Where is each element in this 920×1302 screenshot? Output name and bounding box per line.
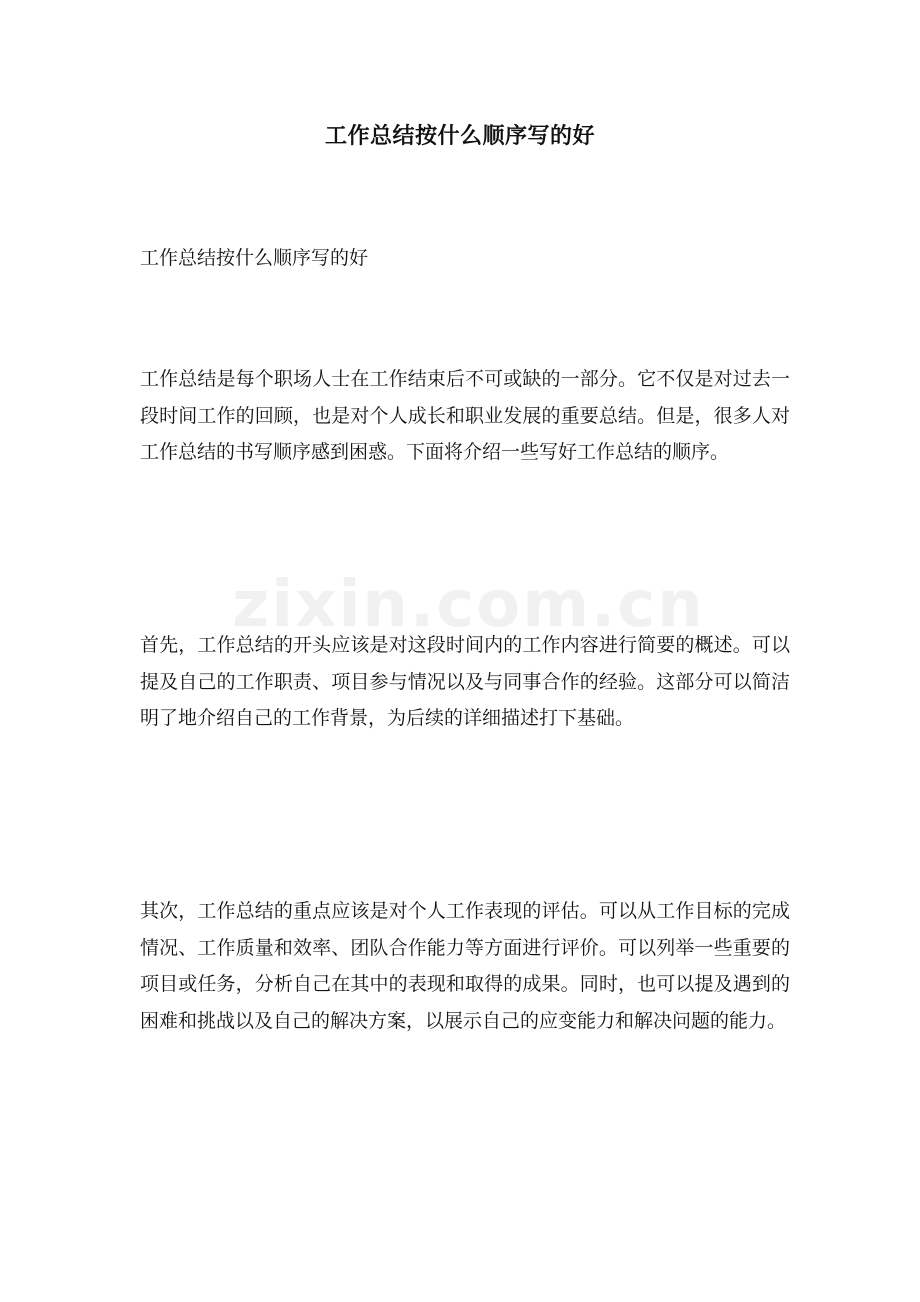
paragraph-first: 首先，工作总结的开头应该是对这段时间内的工作内容进行简要的概述。可以提及自己的工作职责、项目参与情况以及与同事合作的经验。这部分可以简洁明了地介绍自己的工作背景，为后续的详细描述打下基础。 bbox=[140, 634, 790, 729]
paragraph-intro: 工作总结是每个职场人士在工作结束后不可或缺的一部分。它不仅是对过去一段时间工作的回顾，也是对个人成长和职业发展的重要总结。但是，很多人对工作总结的书写顺序感到困惑。下面将介绍一些写好工作总结的顺序。 bbox=[140, 368, 790, 463]
document-subtitle: 工作总结按什么顺序写的好 bbox=[140, 247, 369, 269]
paragraph-second: 其次，工作总结的重点应该是对个人工作表现的评估。可以从工作目标的完成情况、工作质量和效率、团队合作能力等方面进行评价。可以列举一些重要的项目或任务，分析自己在其中的表现和取得的成果。同时，也可以提及遇到的困难和挑战以及自己的解决方案，以展示自己的应变能力和解决问题的能力。 bbox=[140, 900, 790, 1032]
document-title: 工作总结按什么顺序写的好 bbox=[324, 123, 595, 149]
watermark: zixin.com.cn bbox=[232, 568, 705, 642]
